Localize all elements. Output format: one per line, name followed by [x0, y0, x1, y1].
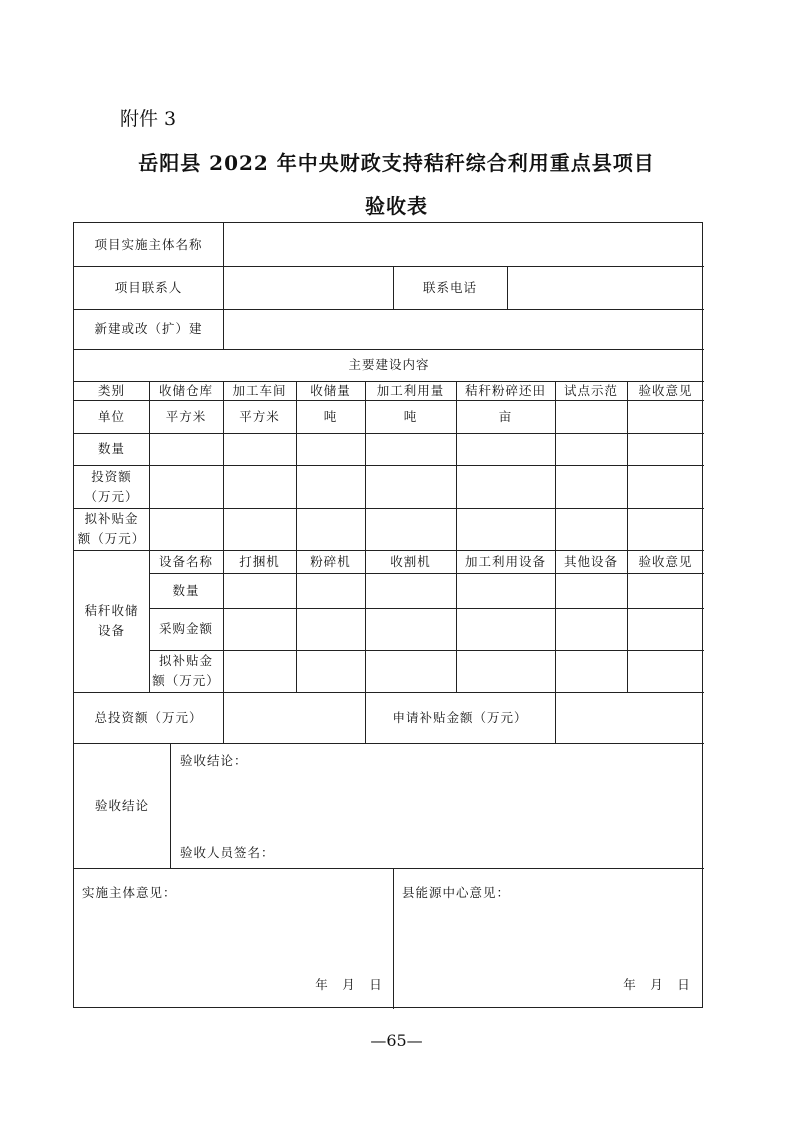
- category-header-cell: 收储仓库: [158, 382, 213, 398]
- category-header-cell: 加工利用量: [376, 382, 445, 398]
- category-header-cell: 试点示范: [563, 382, 618, 398]
- unit-cell: 平方米: [165, 408, 207, 424]
- phone-field[interactable]: [508, 266, 704, 309]
- unit-cell: 吨: [323, 408, 338, 424]
- acceptance-label: 验收结论: [94, 797, 149, 813]
- category-header-cell: 加工车间: [232, 382, 287, 398]
- build-type-label: 新建或改（扩）建: [94, 321, 203, 336]
- equipment-header-cell: 验收意见: [638, 553, 693, 569]
- equipment-header-cell: 加工利用设备: [464, 553, 546, 569]
- unit-cell: 亩: [498, 408, 513, 424]
- impl-opinion-date: 年 月 日: [315, 977, 383, 992]
- total-investment-label: 总投资额（万元）: [94, 709, 203, 725]
- total-investment-field[interactable]: [224, 692, 365, 743]
- document-subtitle: 验收表: [365, 194, 428, 218]
- apply-subsidy-label: 申请补贴金额（万元）: [392, 709, 528, 725]
- equipment-header-cell: 打捆机: [239, 553, 280, 569]
- category-header-cell: 秸秆粉碎还田: [464, 382, 546, 398]
- equipment-group-label: 秸秆收储 设备: [84, 603, 139, 638]
- unit-cell: 单位: [97, 408, 125, 424]
- category-header-cell: 类别: [97, 382, 125, 398]
- subsidy-label: 拟补贴金 额（万元）: [77, 511, 146, 546]
- build-type-field[interactable]: [224, 309, 704, 349]
- unit-cell: 吨: [403, 408, 418, 424]
- acceptance-signature-label: 验收人员签名：: [180, 845, 275, 860]
- page-number: —65—: [370, 1031, 423, 1050]
- category-header-cell: 收储量: [310, 382, 351, 398]
- category-header-cell: 验收意见: [638, 382, 693, 398]
- document-title: 岳阳县 2022 年中央财政支持秸秆综合利用重点县项目: [138, 151, 655, 175]
- apply-subsidy-field[interactable]: [556, 692, 704, 743]
- equipment-header-cell: 收割机: [390, 553, 431, 569]
- equipment-header-cell: 粉碎机: [310, 553, 351, 569]
- contact-label: 项目联系人: [114, 279, 183, 295]
- contact-field[interactable]: [224, 266, 393, 309]
- equipment-header-cell: 设备名称: [158, 553, 213, 569]
- equipment-header-cell: 其他设备: [563, 553, 618, 569]
- equipment-quantity-label: 数量: [172, 582, 200, 598]
- unit-cell: 平方米: [239, 408, 280, 424]
- quantity-label: 数量: [97, 441, 125, 456]
- project-name-label: 项目实施主体名称: [94, 236, 203, 252]
- acceptance-form-table: [73, 222, 703, 1008]
- equipment-purchase-label: 采购金额: [158, 621, 213, 636]
- project-name-field[interactable]: [224, 223, 704, 266]
- impl-opinion-label: 实施主体意见：: [82, 885, 177, 900]
- county-opinion-label: 县能源中心意见：: [402, 885, 511, 900]
- attachment-label: 附件 3: [120, 108, 177, 130]
- investment-label: 投资额 （万元）: [84, 468, 139, 504]
- equipment-subsidy-label: 拟补贴金 额（万元）: [152, 653, 220, 688]
- acceptance-conclusion-label: 验收结论：: [180, 753, 248, 768]
- county-opinion-date: 年 月 日: [623, 977, 691, 992]
- main-content-heading: 主要建设内容: [348, 357, 430, 372]
- phone-label: 联系电话: [422, 279, 477, 295]
